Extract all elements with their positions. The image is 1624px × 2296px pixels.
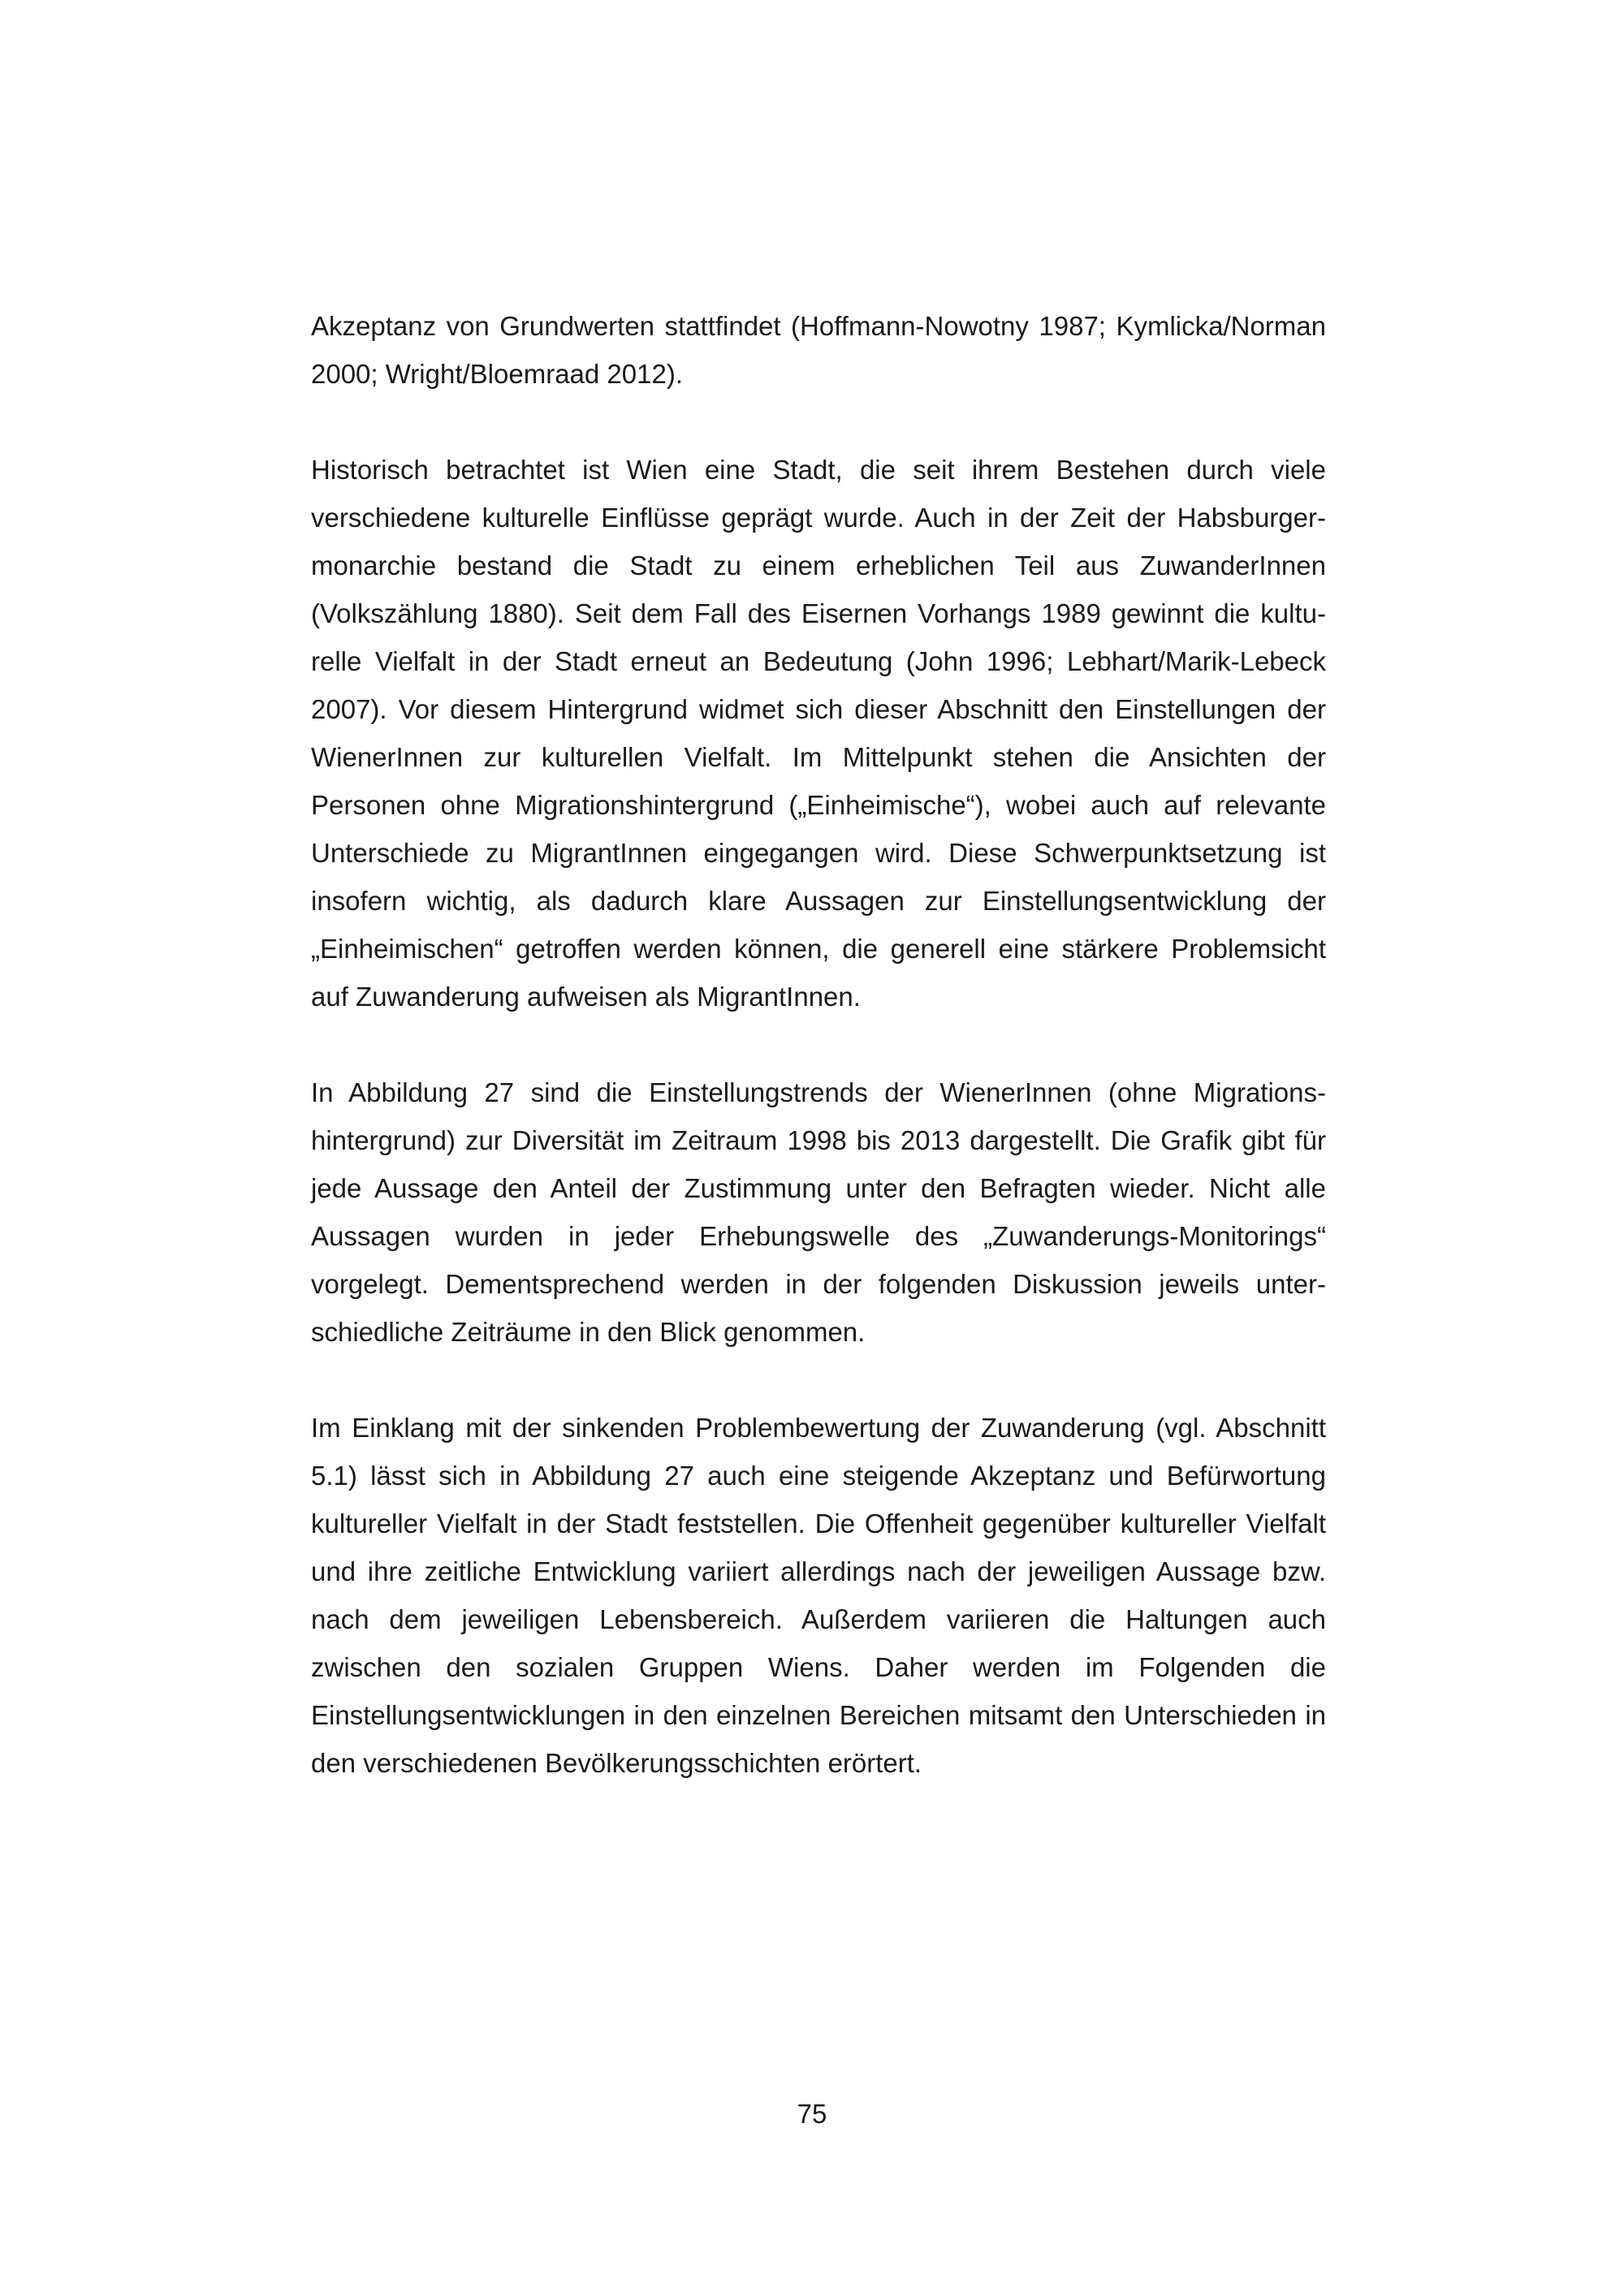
paragraph-3: In Abbildung 27 sind die Einstellungstrends der WienerInnen (ohne Migrationshintergrund) zur Diversität im Zeitraum 1998 bis 2013 dargestellt. Die Grafik gibt für jede Aussage den Anteil der Zustimmung unter den Befragten wieder. Nicht alle Aussagen wurden in jeder Erhebungswelle des „Zuwanderungs-Monitorings“ vorgelegt. Dementsprechend werden in der folgenden Diskussion jeweils unterschiedliche Zeiträume in den Blick genommen. [311, 1077, 1326, 1347]
body-text [311, 302, 1326, 1835]
paragraph-1: Akzeptanz von Grundwerten stattfindet (Hoffmann-Nowotny 1987; Kymlicka/Norman 2000; Wright/Bloemraad 2012). [311, 311, 1326, 389]
paragraph-2: Historisch betrachtet ist Wien eine Stadt, die seit ihrem Bestehen durch viele verschiedene kulturelle Einflüsse geprägt wurde. Auch in der Zeit der Habsburgermonarchie bestand die Stadt zu einem erheblichen Teil aus ZuwanderInnen (Volkszählung 1880). Seit dem Fall des Eisernen Vorhangs 1989 gewinnt die kulturelle Vielfalt in der Stadt erneut an Bedeutung (John 1996; Lebhart/Marik-Lebeck 2007). Vor diesem Hintergrund widmet sich dieser Abschnitt den Einstellungen der WienerInnen zur kulturellen Vielfalt. Im Mittelpunkt stehen die Ansichten der Personen ohne Migrationshintergrund („Einheimische“), wobei auch auf relevante Unterschiede zu MigrantInnen eingegangen wird. Diese Schwerpunktsetzung ist insofern wichtig, als dadurch klare Aussagen zur Einstellungsentwicklung der „Einheimischen“ getroffen werden können, die generell eine stärkere Problemsicht auf Zuwanderung aufweisen als MigrantInnen. [311, 455, 1326, 1012]
page-number: 75 [797, 2099, 827, 2129]
paragraph-4: Im Einklang mit der sinkenden Problembewertung der Zuwanderung (vgl. Abschnitt 5.1) lässt sich in Abbildung 27 auch eine steigende Akzeptanz und Befürwortung kultureller Vielfalt in der Stadt feststellen. Die Offenheit gegenüber kultureller Vielfalt und ihre zeitliche Entwicklung variiert allerdings nach der jeweiligen Aussage bzw. nach dem jeweiligen Lebensbereich. Außerdem variieren die Haltungen auch zwischen den sozialen Gruppen Wiens. Daher werden im Folgenden die Einstellungsentwicklungen in den einzelnen Bereichen mitsamt den Unterschieden in den verschiedenen Bevölkerungsschichten erörtert. [311, 1413, 1326, 1778]
